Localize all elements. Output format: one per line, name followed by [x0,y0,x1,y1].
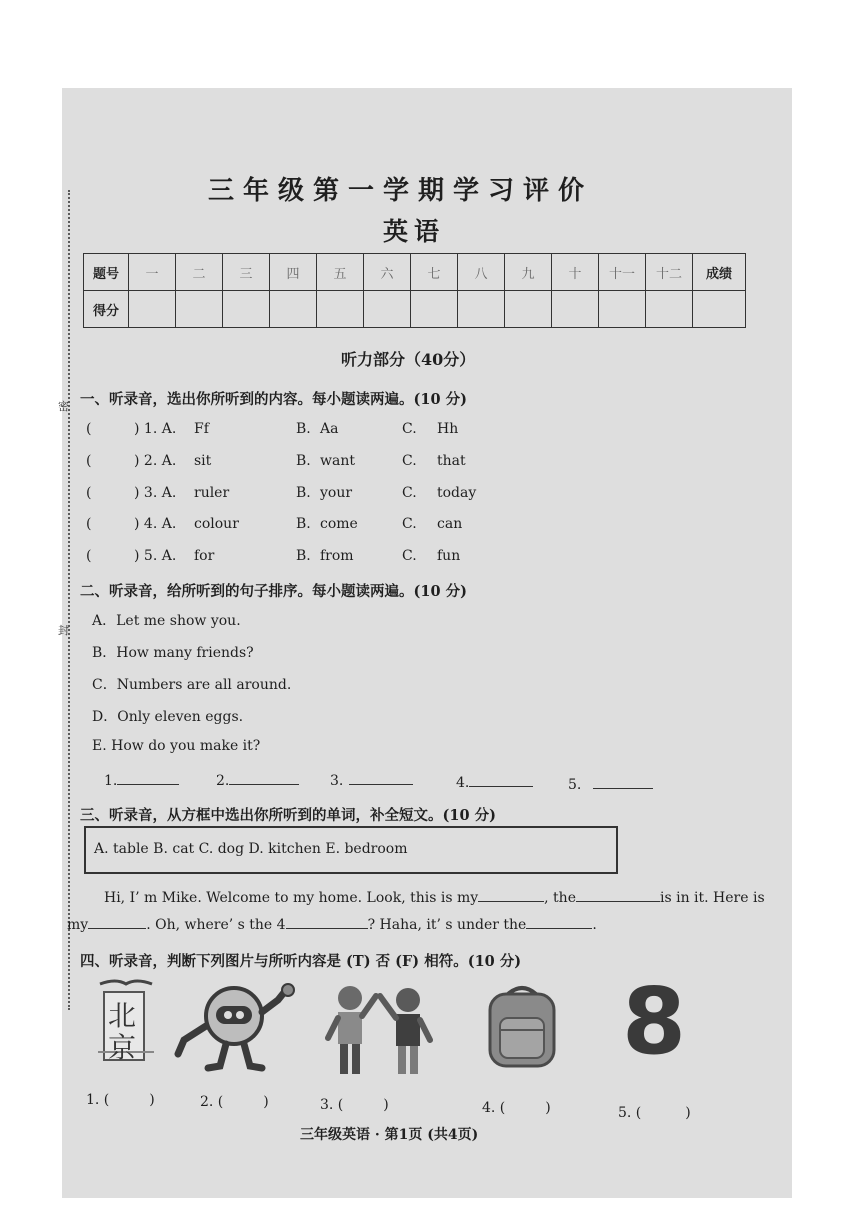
section1-heading: 一、听录音，选出你所听到的内容。每小题读两遍。(10 分) [80,391,467,408]
passage-text: is in it. Here is [659,890,765,906]
score-col: 十 [552,254,599,291]
passage-text: , the [544,890,576,906]
passage-blank[interactable] [576,887,660,902]
beijing-char-1: 北 [108,999,137,1032]
total-score-cell[interactable] [693,291,746,328]
score-col: 一 [129,254,176,291]
option-b: Aa [320,421,339,437]
item-number: ) 5. A. [134,548,177,564]
option-c: that [437,453,466,469]
answer-paren[interactable]: ( [86,453,92,469]
tf-label: 5. ( [618,1105,642,1121]
margin-mark-seal: 密 [58,400,69,413]
score-label: 得分 [84,291,129,328]
binding-dotted-line [68,190,70,1010]
option-c: can [437,516,463,532]
score-cell[interactable] [176,291,223,328]
option-b-label: B. [296,453,311,469]
backpack-picture [486,984,558,1070]
passage-blank[interactable] [526,914,592,929]
score-table-row-scores [84,291,746,328]
tf-close: ) [263,1094,269,1110]
passage-text: . Oh, where’ s the 4 [146,917,286,933]
option-b-label: B. [296,485,311,501]
order-number: 3. [330,773,344,789]
robot-drawing [174,982,298,1074]
passage-text: my [67,917,89,933]
option-a: for [194,548,215,564]
answer-paren[interactable]: ( [86,516,92,532]
score-cell[interactable] [223,291,270,328]
friends-high-five-picture [318,982,440,1076]
option-b-label: B. [296,421,311,437]
option-b-label: B. [296,516,311,532]
answer-paren[interactable]: ( [86,421,92,437]
score-cell[interactable] [599,291,646,328]
order-blank[interactable] [593,774,653,789]
option-c-label: C. [402,453,417,469]
item-number: ) 1. A. [134,421,177,437]
tf-answer-1 [86,1092,155,1108]
score-col: 五 [317,254,364,291]
order-answer-1 [104,770,179,789]
passage-line-2 [67,914,597,933]
tf-label: 1. ( [86,1092,110,1108]
number-eight-picture: 8 [622,968,687,1075]
option-b: come [320,516,358,532]
score-table-row-numbers [84,254,746,291]
option-a: ruler [194,485,230,501]
option-a: colour [194,516,239,532]
order-number: 1. [104,773,118,789]
section3-heading: 三、听录音，从方框中选出你所听到的单词，补全短文。(10 分) [80,807,496,824]
friends-drawing [318,982,440,1076]
passage-line-1 [104,887,765,906]
option-a: Ff [194,421,209,437]
tf-close: ) [383,1097,389,1113]
score-col: 二 [176,254,223,291]
score-cell[interactable] [646,291,693,328]
option-c-label: C. [402,516,417,532]
score-cell[interactable] [552,291,599,328]
passage-text: Hi, I’ m Mike. Welcome to my home. Look, this is my [104,890,479,906]
score-cell[interactable] [129,291,176,328]
order-answer-3 [330,770,413,789]
option-c: Hh [437,421,459,437]
tf-close: ) [545,1100,551,1116]
order-answer-2 [216,770,299,789]
order-answer-4 [456,772,533,791]
score-cell[interactable] [505,291,552,328]
backpack-drawing [486,984,558,1070]
option-b: your [320,485,353,501]
section2-heading: 二、听录音，给所听到的句子排序。每小题读两遍。(10 分) [80,583,467,600]
option-b: from [320,548,354,564]
exam-title: 三年级第一学期学习评价 [208,176,594,206]
passage-blank[interactable] [478,887,544,902]
tf-label: 3. ( [320,1097,344,1113]
item-number: ) 4. A. [134,516,177,532]
option-b: want [320,453,355,469]
sentence-e: E. How do you make it? [92,738,261,754]
option-c-label: C. [402,421,417,437]
option-c-label: C. [402,548,417,564]
score-table [83,253,746,328]
word-bank: A. table B. cat C. dog D. kitchen E. bedroom [94,841,408,857]
passage-blank[interactable] [88,914,146,929]
score-col: 九 [505,254,552,291]
score-col: 三 [223,254,270,291]
tf-close: ) [685,1105,691,1121]
score-col: 十二 [646,254,693,291]
option-a: sit [194,453,212,469]
score-col: 七 [411,254,458,291]
score-cell[interactable] [364,291,411,328]
order-number: 5. [568,777,582,793]
item-number: ) 3. A. [134,485,177,501]
sentence-d: D．Only eleven eggs. [92,709,244,725]
order-blank[interactable] [349,770,413,785]
order-number: 4. [456,775,470,791]
total-score-label: 成绩 [693,254,746,291]
passage-text: ? Haha, it’ s under the [367,917,527,933]
answer-paren[interactable]: ( [86,548,92,564]
tf-label: 2. ( [200,1094,224,1110]
tf-answer-3 [320,1097,389,1113]
score-cell[interactable] [317,291,364,328]
tf-answer-5 [618,1105,691,1121]
tf-answer-2 [200,1094,269,1110]
order-number: 2. [216,773,230,789]
listening-heading: 听力部分（40分） [341,350,476,369]
order-answer-5 [568,774,653,793]
tf-label: 4. ( [482,1100,506,1116]
robot-picture [174,982,298,1074]
order-blank[interactable] [229,770,299,785]
section4-heading: 四、听录音，判断下列图片与所听内容是 (T) 否 (F) 相符。(10 分) [80,953,522,970]
item-number: ) 2. A. [134,453,177,469]
tf-close: ) [149,1092,155,1108]
option-b-label: B. [296,548,311,564]
beijing-char-2: 京 [108,1031,137,1064]
option-c: today [437,485,477,501]
tf-answer-4 [482,1100,551,1116]
passage-text: . [592,917,597,933]
score-col: 六 [364,254,411,291]
order-blank[interactable] [117,770,179,785]
option-c-label: C. [402,485,417,501]
score-cell[interactable] [411,291,458,328]
exam-subject: 英语 [383,217,446,246]
score-col: 十一 [599,254,646,291]
passage-blank[interactable] [286,914,368,929]
page-footer: 三年级英语 · 第1页 (共4页) [300,1127,479,1143]
margin-mark-close: 封 [58,624,69,637]
score-col: 四 [270,254,317,291]
score-col: 八 [458,254,505,291]
sentence-a: A．Let me show you. [92,613,241,629]
option-c: fun [437,548,461,564]
score-cell[interactable] [270,291,317,328]
beijing-sign-picture [96,978,156,1068]
sentence-b: B．How many friends? [92,645,254,661]
answer-paren[interactable]: ( [86,485,92,501]
sentence-c: C．Numbers are all around. [92,677,292,693]
question-number-label: 题号 [84,254,129,291]
order-blank[interactable] [469,772,533,787]
score-cell[interactable] [458,291,505,328]
